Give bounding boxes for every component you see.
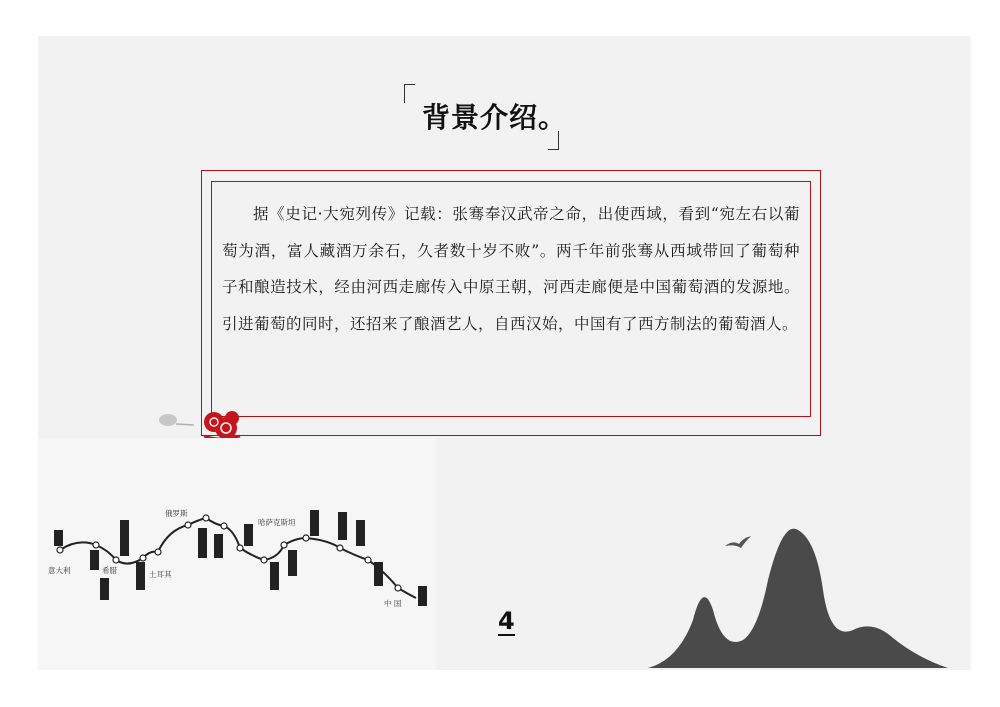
map-label-russia: 俄罗斯 xyxy=(165,509,188,518)
map-label-italy: 意大利 xyxy=(48,566,71,575)
silk-road-route xyxy=(38,490,438,610)
map-label-turkey: 土耳其 xyxy=(149,570,172,579)
title-bracket-top-left xyxy=(404,84,415,103)
map-label-china: 中 国 xyxy=(384,599,402,608)
gray-cloud-icon xyxy=(156,410,196,430)
mountain-illustration xyxy=(648,520,948,672)
body-paragraph: 据《史记·大宛列传》记载：张骞奉汉武帝之命，出使西域，看到“宛左右以葡萄为酒，富人藏酒万余石，久者数十岁不败”。两千年前张骞从西域带回了葡萄种子和酿造技术，经由河西走廊传入中原王朝，河西走廊便是中国葡萄酒的发源地。引进葡萄的同时，还招来了酿酒艺人，自西汉始，中国有了西方制法的葡萄酒人。 xyxy=(222,205,800,333)
title-bracket-bottom-right xyxy=(548,131,559,150)
map-label-greece: 希腊 xyxy=(102,566,117,575)
page-number: 4 xyxy=(498,607,515,635)
map-label-kazakhstan: 哈萨克斯坦 xyxy=(258,518,296,527)
title-block xyxy=(404,84,568,150)
page-title: 背景介绍。 xyxy=(422,101,568,134)
